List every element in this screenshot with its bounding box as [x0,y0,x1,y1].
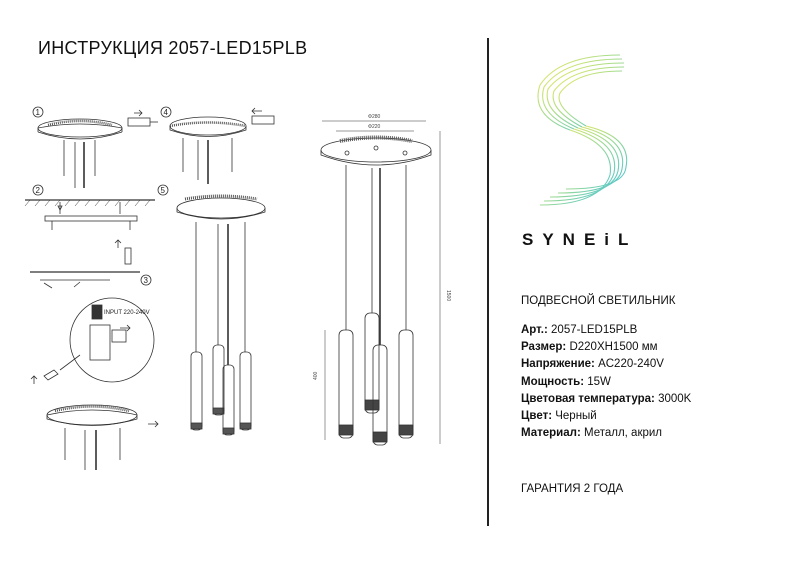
spec-value: D220XH1500 мм [569,341,658,354]
spec-value: Металл, акрил [583,427,663,440]
step-5-number: 5 [160,186,165,195]
spec-row-material [521,425,691,442]
step-4-diagram [161,107,274,184]
brand-name: SYNEiL [522,230,638,249]
step-1-diagram [33,107,158,188]
step-3-number: 3 [143,276,148,285]
spec-label: Цветовая температура: [521,392,655,405]
spec-row-power [521,374,691,391]
step-3-canopy [47,405,158,470]
spec-row-article [521,322,691,339]
spec-list [521,322,691,442]
spec-value: AC220-240V [598,358,664,371]
spec-row-voltage [521,356,691,373]
step-1-number: 1 [35,108,40,117]
spec-label: Материал: [521,427,581,440]
page-title: ИНСТРУКЦИЯ 2057-LED15PLB [38,38,308,58]
vertical-divider [487,38,489,526]
product-type: ПОДВЕСНОЙ СВЕТИЛЬНИК [521,295,676,307]
spec-label: Размер: [521,341,567,354]
spec-value: 2057-LED15PLB [551,324,638,336]
step-4-number: 4 [163,108,168,117]
input-voltage-label: INPUT 220-240V [104,310,150,316]
spec-row-color-temperature [521,391,691,408]
inner-diameter-label: Φ220 [368,124,381,130]
spec-label: Мощность: [521,375,585,388]
tube-length-label: 400 [313,371,319,380]
step-2-diagram [25,185,155,264]
spec-row-color [521,408,691,425]
step-3-diagram [30,272,154,384]
spec-label: Цвет: [521,410,553,423]
spec-value: 15W [587,375,611,388]
main-dimension-drawing [321,121,440,445]
brand-logo-icon [520,45,640,215]
height-dimension-label: 1500 [445,290,451,302]
spec-value: Черный [555,410,597,423]
spec-label: Арт.: [521,324,548,336]
outer-diameter-label: Φ280 [368,114,381,120]
spec-row-size [521,339,691,356]
spec-label: Напряжение: [521,358,595,371]
step-2-number: 2 [35,186,40,195]
warranty-text: ГАРАНТИЯ 2 ГОДА [521,483,624,495]
step-5-diagram [158,185,265,435]
spec-value: 3000K [658,392,692,405]
